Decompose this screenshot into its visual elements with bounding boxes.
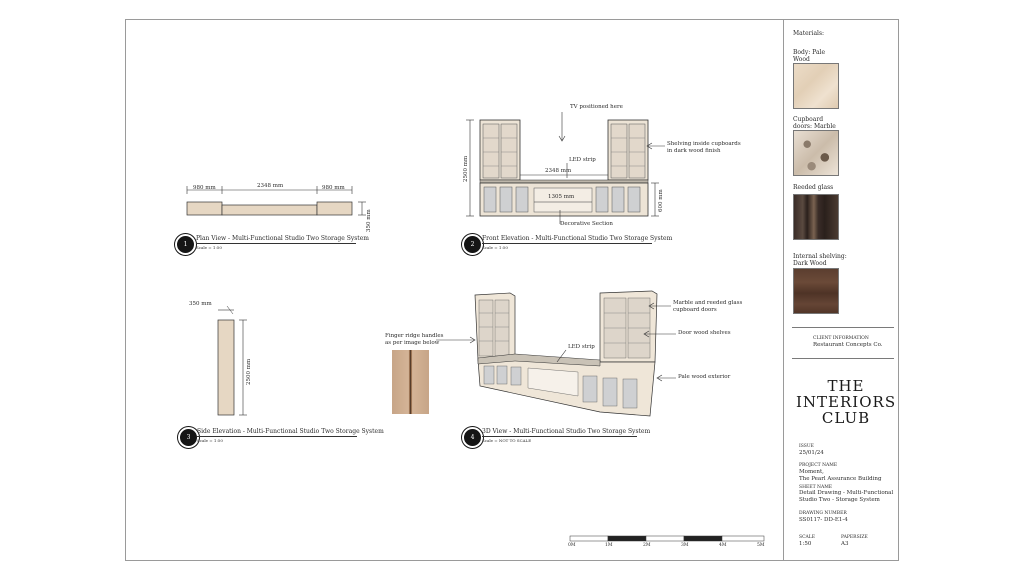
front-dim-height: 2500 mm	[463, 155, 469, 182]
front-dim-lower: 600 mm	[658, 189, 664, 212]
3d-marble-note: Marble and reeded glass cupboard doors	[673, 300, 743, 313]
logo-line: INTERIORS	[796, 393, 897, 411]
divider	[792, 358, 894, 359]
decorative-note: Decorative Section	[560, 221, 613, 227]
scale-value: 1:50	[799, 541, 812, 547]
tv-note: TV positioned here	[570, 104, 623, 110]
3d-pale-note: Pale wood exterior	[678, 374, 731, 380]
view-number-badge: 4	[462, 427, 483, 448]
plan-dim-right: 980 mm	[322, 185, 345, 191]
project-label: PROJECT NAME	[799, 463, 838, 468]
handle-note: Finger ridge handles as per image below	[385, 333, 444, 346]
view-number-badge: 3	[178, 427, 199, 448]
scalebar-tick: 4M	[719, 543, 727, 548]
material-swatch-pale-wood	[793, 63, 839, 109]
view-scale: Scale = 1:50	[197, 438, 223, 443]
logo-line: THE	[827, 377, 865, 395]
scalebar-tick: 2M	[643, 543, 651, 548]
view-scale: Scale = 1:50	[196, 245, 222, 250]
view-title: Side Elevation - Multi-Functional Studio Two Storage System	[197, 428, 384, 435]
client-heading: CLIENT INFORMATION	[813, 336, 869, 341]
3d-door-note: Door wood shelves	[678, 330, 731, 336]
side-dim-height: 2500 mm	[246, 358, 252, 385]
material-label: Internal shelving: Dark Wood	[793, 253, 847, 267]
view-number-badge: 1	[175, 234, 196, 255]
materials-heading: Materials:	[793, 30, 825, 37]
view-title: Plan View - Multi-Functional Studio Two Storage System	[196, 235, 369, 242]
3d-led-note: LED strip	[568, 344, 595, 350]
papersize-value: A3	[841, 541, 849, 547]
scalebar-tick: 1M	[605, 543, 613, 548]
view-number-badge: 2	[462, 234, 483, 255]
view-title: Front Elevation - Multi-Functional Studio Two Storage System	[482, 235, 673, 242]
sheet-value: Studio Two - Storage System	[799, 497, 880, 503]
material-swatch-dark-wood	[793, 268, 839, 314]
front-dim-section: 1305 mm	[548, 194, 575, 200]
view-scale: Scale = 1:50	[482, 245, 508, 250]
drawing-number-value: SS0117- DD-E1-4	[799, 517, 848, 523]
client-name: Restaurant Concepts Co.	[813, 342, 883, 348]
led-note: LED strip	[569, 157, 596, 163]
issue-value: 25/01/24	[799, 450, 824, 456]
plan-dim-middle: 2348 mm	[257, 183, 284, 189]
plan-dim-left: 980 mm	[193, 185, 216, 191]
scale-label: SCALE	[799, 535, 816, 540]
material-swatch-reeded-glass	[793, 194, 839, 240]
material-label: Cupboard doors: Marble	[793, 116, 836, 130]
plan-dim-depth: 350 mm	[366, 209, 372, 232]
material-label: Body: Pale Wood	[793, 49, 825, 63]
front-dim-width: 2348 mm	[545, 168, 572, 174]
issue-label: ISSUE	[799, 444, 814, 449]
project-value: The Pearl Assurance Building	[799, 476, 882, 482]
material-swatch-marble	[793, 130, 839, 176]
papersize-label: PAPERSIZE	[841, 535, 868, 540]
view-scale: Scale = NOT TO SCALE	[482, 438, 532, 443]
logo-line: CLUB	[821, 409, 871, 427]
sheet-value: Detail Drawing - Multi-Functional	[799, 490, 894, 496]
sheet-label: SHEET NAME	[799, 485, 833, 490]
material-label: Reeded glass	[793, 184, 834, 191]
divider	[792, 327, 894, 328]
side-dim-depth: 350 mm	[189, 301, 212, 307]
shelving-note: Shelving inside cupboards in dark wood finish	[667, 141, 741, 154]
project-value: Moment,	[799, 469, 824, 475]
scalebar-tick: 3M	[681, 543, 689, 548]
interiors-club-logo	[796, 378, 896, 426]
view-title: 3D View - Multi-Functional Studio Two Storage System	[482, 428, 651, 435]
scalebar-tick: 0M	[568, 543, 576, 548]
drawing-number-label: DRAWING NUMBER	[799, 511, 847, 516]
scalebar-tick: 5M	[757, 543, 765, 548]
